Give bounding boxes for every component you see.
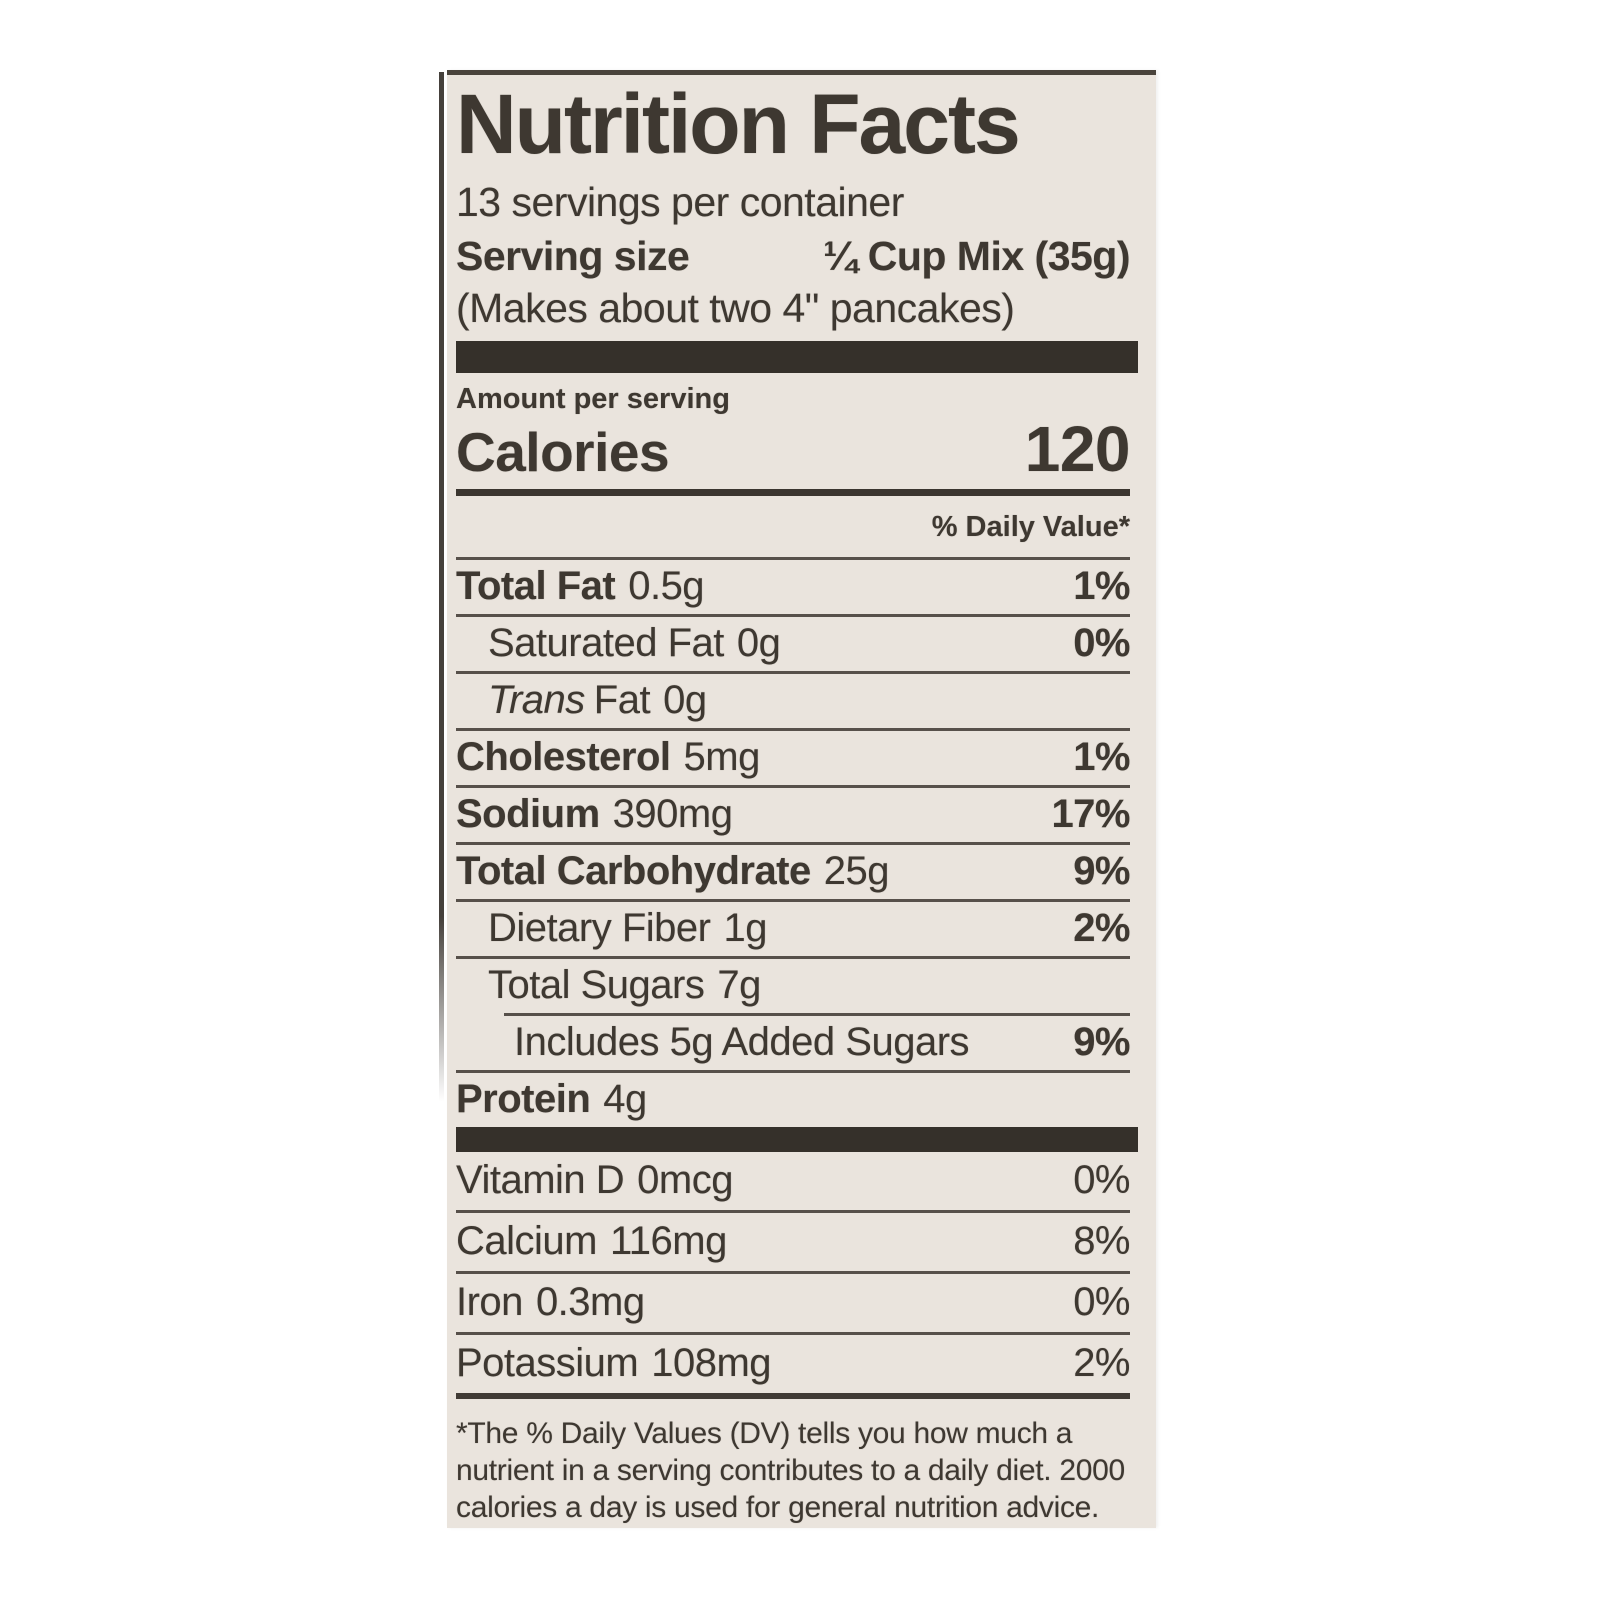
nutrient-name xyxy=(488,621,780,666)
nutrient-name xyxy=(456,1158,733,1203)
nutrient-name-text: Dietary Fiber xyxy=(488,906,711,951)
nutrient-name-text: Fat xyxy=(593,678,651,723)
nutrient-dv: 2% xyxy=(1073,906,1130,951)
nutrient-name-text: Iron xyxy=(456,1280,523,1325)
nutrient-name xyxy=(488,678,707,723)
nutrient-row-total-fat xyxy=(456,560,1130,614)
label-title: Nutrition Facts xyxy=(456,77,1019,171)
nutrient-name-italic: Trans xyxy=(488,678,585,723)
nutrient-dv: 0% xyxy=(1073,1158,1130,1203)
nutrient-name-text: Total Carbohydrate xyxy=(456,849,811,894)
nutrient-name-text: Includes 5g Added Sugars xyxy=(514,1020,970,1065)
nutrient-amount: 25g xyxy=(823,849,889,894)
nutrient-name xyxy=(456,564,704,609)
nutrient-dv: 9% xyxy=(1073,849,1130,894)
nutrient-name-text: Saturated Fat xyxy=(488,621,724,666)
micronutrient-row-iron xyxy=(456,1274,1130,1332)
servings-per-container: 13 servings per container xyxy=(456,178,904,225)
daily-value-footnote xyxy=(456,1415,1130,1526)
micronutrient-row-vitamin-d xyxy=(456,1152,1130,1210)
nutrient-name xyxy=(456,792,732,837)
nutrient-amount: 108mg xyxy=(651,1341,772,1386)
nutrient-name-text: Protein xyxy=(456,1077,591,1122)
nutrient-amount: 4g xyxy=(603,1077,647,1122)
nutrient-dv: 8% xyxy=(1073,1219,1130,1264)
nutrient-name xyxy=(456,1341,771,1386)
nutrient-row-added-sugars xyxy=(456,1016,1130,1070)
footnote-line: calories a day is used for general nutrition advice. xyxy=(456,1490,1100,1524)
nutrient-dv: 9% xyxy=(1073,1020,1130,1065)
footnote-line: *The % Daily Values (DV) tells you how much a xyxy=(456,1416,1073,1450)
nutrition-facts-label xyxy=(447,70,1156,1528)
nutrient-name xyxy=(456,849,889,894)
nutrient-name xyxy=(456,1077,647,1122)
serving-note: (Makes about two 4" pancakes) xyxy=(456,284,1015,331)
nutrient-name-text: Vitamin D xyxy=(456,1158,625,1203)
nutrient-amount: 0g xyxy=(736,621,781,666)
label-top-border xyxy=(447,70,1156,75)
nutrient-amount: 5mg xyxy=(683,735,760,780)
nutrient-amount: 0.5g xyxy=(628,564,705,609)
nutrient-name xyxy=(456,1280,645,1325)
serving-size-row xyxy=(456,233,1130,280)
section-divider-bar xyxy=(456,341,1138,373)
nutrient-amount: 390mg xyxy=(612,792,733,837)
daily-value-header: % Daily Value* xyxy=(931,510,1130,543)
nutrient-name-text: Sodium xyxy=(456,792,600,837)
serving-size-label: Serving size xyxy=(456,232,690,279)
nutrient-name-text: Calcium xyxy=(456,1219,597,1264)
nutrient-dv: 1% xyxy=(1073,735,1130,780)
nutrient-row-sodium xyxy=(456,788,1130,842)
nutrient-dv: 17% xyxy=(1051,792,1130,837)
calories-row xyxy=(456,412,1130,486)
section-divider-bar xyxy=(456,1127,1138,1152)
serving-size-value: ¼ Cup Mix (35g) xyxy=(823,232,1130,279)
nutrient-name xyxy=(488,963,761,1008)
calories-value: 120 xyxy=(1024,412,1130,485)
micronutrient-row-potassium xyxy=(456,1335,1130,1393)
footnote-rule xyxy=(456,1393,1130,1399)
nutrient-row-dietary-fiber xyxy=(456,902,1130,956)
nutrient-name xyxy=(514,1020,969,1065)
micronutrient-row-calcium xyxy=(456,1213,1130,1271)
nutrient-row-trans-fat xyxy=(456,674,1130,728)
nutrient-name xyxy=(456,1219,727,1264)
nutrient-name-text: Cholesterol xyxy=(456,735,671,780)
nutrient-amount: 7g xyxy=(717,963,761,1008)
nutrient-row-cholesterol xyxy=(456,731,1130,785)
nutrient-dv: 0% xyxy=(1073,1280,1130,1325)
nutrient-dv: 0% xyxy=(1073,621,1130,666)
nutrient-name-text: Potassium xyxy=(456,1341,639,1386)
calories-label: Calories xyxy=(456,420,670,483)
nutrient-name xyxy=(456,735,760,780)
nutrient-amount: 0g xyxy=(663,678,707,723)
amount-per-serving-label: Amount per serving xyxy=(456,382,730,415)
label-left-border xyxy=(439,72,444,1102)
nutrient-amount: 1g xyxy=(723,906,767,951)
nutrient-amount: 0.3mg xyxy=(535,1280,645,1325)
nutrient-dv: 1% xyxy=(1073,564,1130,609)
nutrient-name xyxy=(488,906,767,951)
nutrient-row-protein xyxy=(456,1073,1130,1127)
nutrient-amount: 0mcg xyxy=(637,1158,733,1203)
nutrient-row-total-sugars xyxy=(456,959,1130,1013)
nutrient-amount: 116mg xyxy=(609,1219,727,1264)
nutrient-name-text: Total Fat xyxy=(456,564,616,609)
footnote-line: nutrient in a serving contributes to a daily diet. 2000 xyxy=(456,1453,1125,1487)
nutrient-row-saturated-fat xyxy=(456,617,1130,671)
calories-rule xyxy=(456,489,1130,496)
nutrient-name-text: Total Sugars xyxy=(488,963,705,1008)
nutrient-dv: 2% xyxy=(1073,1341,1130,1386)
nutrient-row-total-carbohydrate xyxy=(456,845,1130,899)
